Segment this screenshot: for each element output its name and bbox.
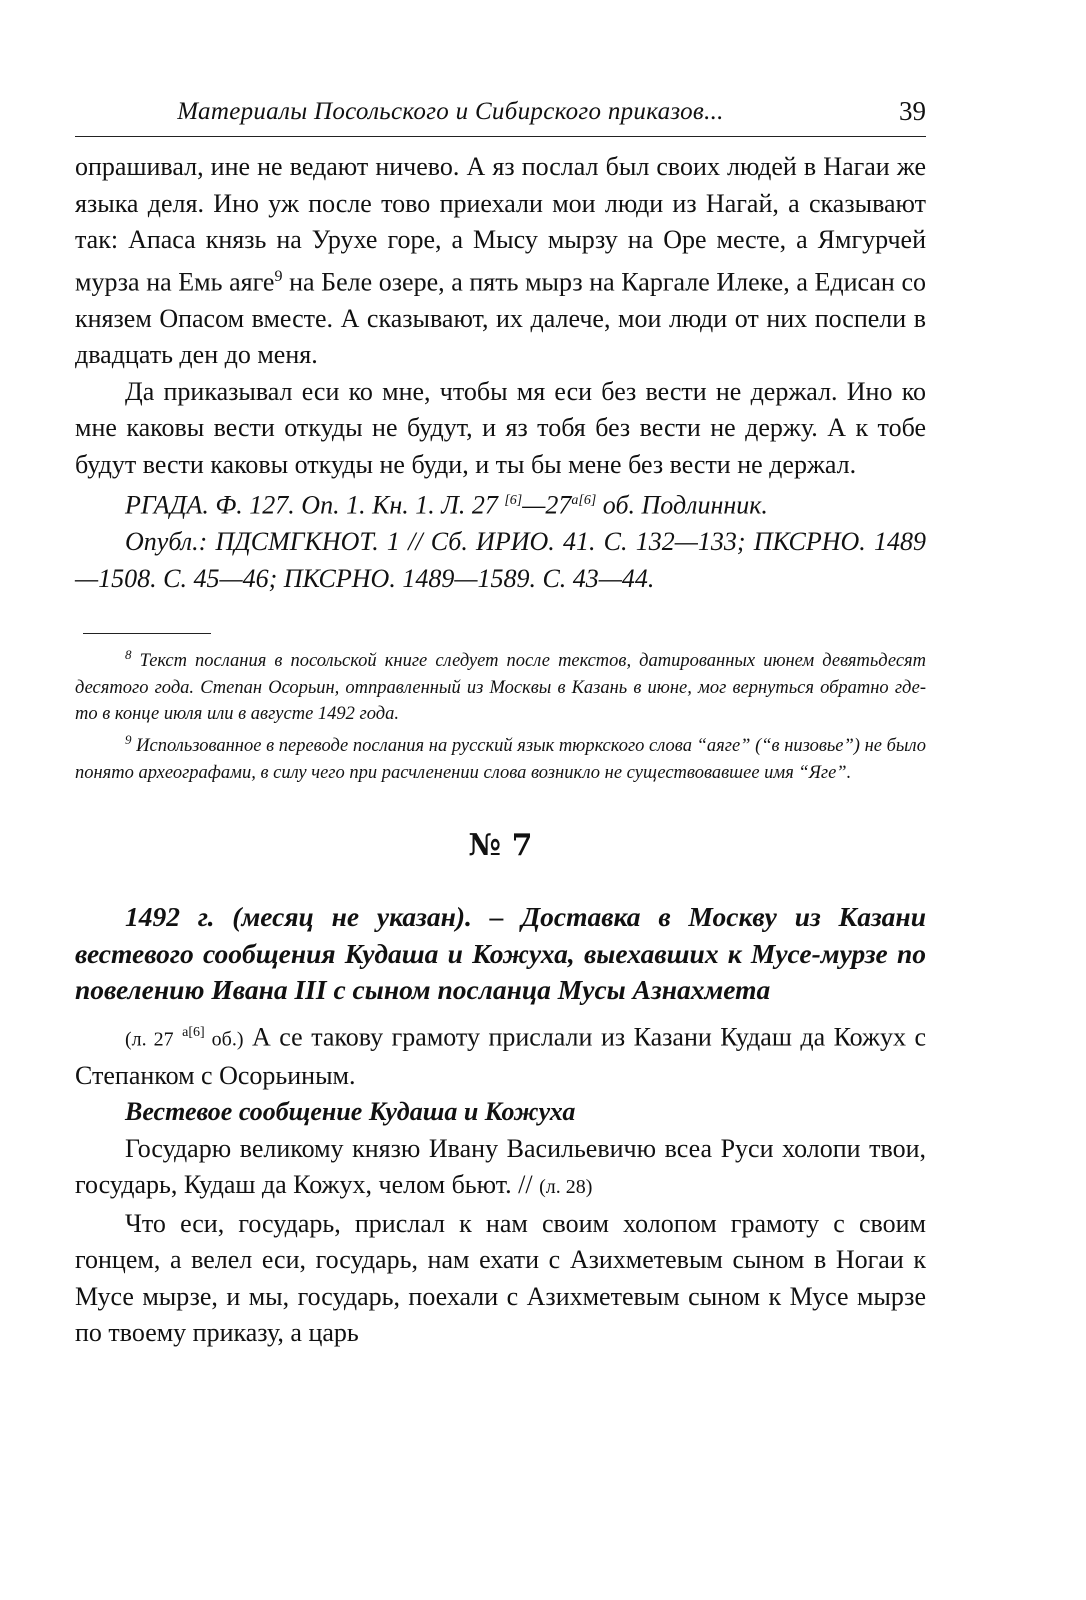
- document-text: [75, 1015, 926, 1352]
- running-title: Материалы Посольского и Сибирского приказов...: [177, 98, 724, 125]
- archive-source: РГАДА. Ф. 127. Оп. 1. Кн. 1. Л. 27 $[6]—27^{а[6]}$ об. Подлинник.: [125, 490, 768, 520]
- document-body: [75, 149, 926, 597]
- document-title: 1492 г. (месяц не указан). – Доставка в Москву из Казани вестевого сообщения Кудаша и Кожуха, выехавших к Мусе-мурзе по повелению Ивана III с сыном посланца Мусы Азнахмета: [75, 901, 926, 1006]
- intro-paragraph: (л. 27 $^{а[6]}$ об.) А се такову грамоту прислали из Казани Кудаш да Кожух с Степанком с Осорьиным.: [75, 1022, 927, 1090]
- letter-paragraph: Государю великому князю Ивану Васильевичю всеа Руси холопи твои, государь, Кудаш да Кожух, челом бьют. // (л. 28): [75, 1133, 926, 1200]
- document-number: № 7: [468, 828, 533, 864]
- paragraph: опрашивал, ине не ведают ничево. А яз послал был своих людей в Нагаи же языка деля. Ино уж после тово приехали мои люди из Нагай, а сказывают так: Апаса князь на Урухе горе, а Мысу мырзу на Оре месте, а Ямгурчей мурза на Емь аяге$^9$ на Беле озере, а пять мырз на Каргале Илеке, а Едисан со князем Опасом вместе. А сказывают, их далече, мои люди от них поспели в двадцать ден до меня.: [75, 152, 926, 370]
- footnote-ref: 9: [274, 267, 283, 285]
- page-header: [75, 92, 926, 137]
- footnote: $^8$ Текст послания в посольской книге следует после текстов, датированных июнем девятьдесят десятого года. Степан Осорьин, отправленный из Москвы в Казань в июне, мог вернуться обратно где-то в конце июля или в августе 1492 года.: [75, 647, 926, 725]
- page-number: 39: [899, 96, 926, 126]
- document-page: [75, 92, 926, 1352]
- subheading: Вестевое сообщение Кудаша и Кожуха: [125, 1097, 576, 1127]
- footnotes: [75, 642, 926, 786]
- footnote: $^9$ Использованное в переводе послания на русский язык тюркского слова “аяге” (“в низовье”) не было понято археографами, в силу чего при расчленении слова возникло не существовавшее имя “Яге”.: [75, 732, 926, 783]
- paragraph: Да приказывал еси ко мне, чтобы мя еси без вести не держал. Ино ко мне каковы вести откуды не будут, и яз тобя без вести не держу. А к тобе будут вести каковы откуды не буди, и ты бы мене без вести не держал.: [75, 376, 926, 479]
- publication-source: Опубл.: ПДСМГКНОТ. 1 // Сб. ИРИО. 41. С. 132—133; ПКСРНО. 1489—1508. С. 45—46; ПКСРНО. 1489—1589. С. 43—44.: [75, 527, 926, 593]
- letter-paragraph: Что еси, государь, прислал к нам своим холопом грамоту с своим гонцем, а велел еси, государь, нам ехати с Азихметевым сыном в Ногаи к Мусе мырзе, и мы, государь, поехали с Азихметевым сыном к Мусе мырзе по твоему приказу, а царь: [75, 1208, 926, 1348]
- footnote-divider: [83, 633, 211, 634]
